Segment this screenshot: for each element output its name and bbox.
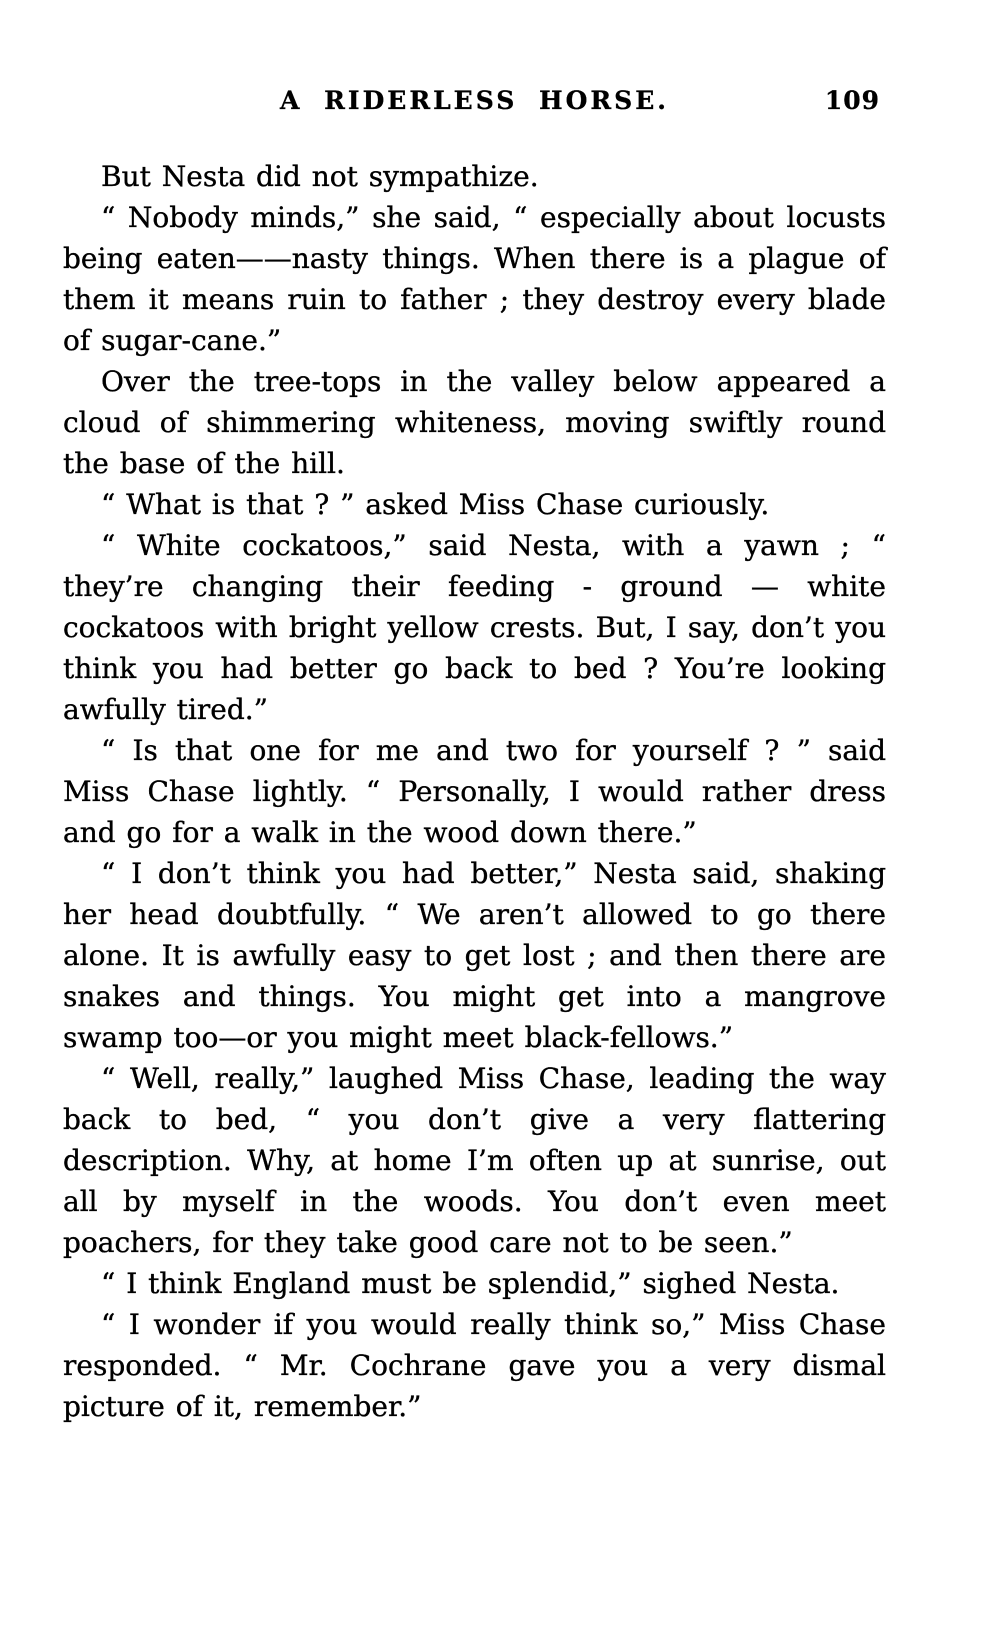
- page-number: 109: [824, 86, 880, 115]
- paragraph: “ White cockatoos,” said Nesta, with a yawn ; “ they’re changing their feeding - ground — white cockatoos with bright yellow crests. But, I say, don’t you think you had better go back to bed ? You’re looking awfully tired.”: [63, 529, 886, 726]
- paragraph: Over the tree-tops in the valley below appeared a cloud of shimmering whiteness, moving swiftly round the base of the hill.: [63, 365, 886, 480]
- paragraph: But Nesta did not sympathize.: [101, 160, 539, 193]
- running-title: A RIDERLESS HORSE.: [280, 86, 669, 115]
- paragraph: “ I think England must be splendid,” sighed Nesta.: [101, 1267, 840, 1300]
- paragraph: “ I don’t think you had better,” Nesta said, shaking her head doubtfully. “ We aren’t allowed to go there alone. It is awfully easy to get lost ; and then there are snakes and things. You might get into a mangrove swamp too—or you might meet black-fellows.”: [63, 857, 886, 1054]
- page-body: [63, 156, 886, 1427]
- paragraph: “ What is that ? ” asked Miss Chase curiously.: [101, 488, 770, 521]
- paragraph: “ Nobody minds,” she said, “ especially about locusts being eaten——nasty things. When there is a plague of them it means ruin to father ; they destroy every blade of sugar-cane.”: [63, 201, 886, 357]
- paragraph: “ Well, really,” laughed Miss Chase, leading the way back to bed, “ you don’t give a very flattering description. Why, at home I’m often up at sunrise, out all by myself in the woods. You don’t even meet poachers, for they take good care not to be seen.”: [63, 1062, 886, 1259]
- page-header: [63, 86, 886, 120]
- paragraph: “ I wonder if you would really think so,” Miss Chase responded. “ Mr. Cochrane gave you a very dismal picture of it, remember.”: [63, 1308, 886, 1423]
- paragraph: “ Is that one for me and two for yourself ? ” said Miss Chase lightly. “ Personally, I would rather dress and go for a walk in the wood down there.”: [63, 734, 886, 849]
